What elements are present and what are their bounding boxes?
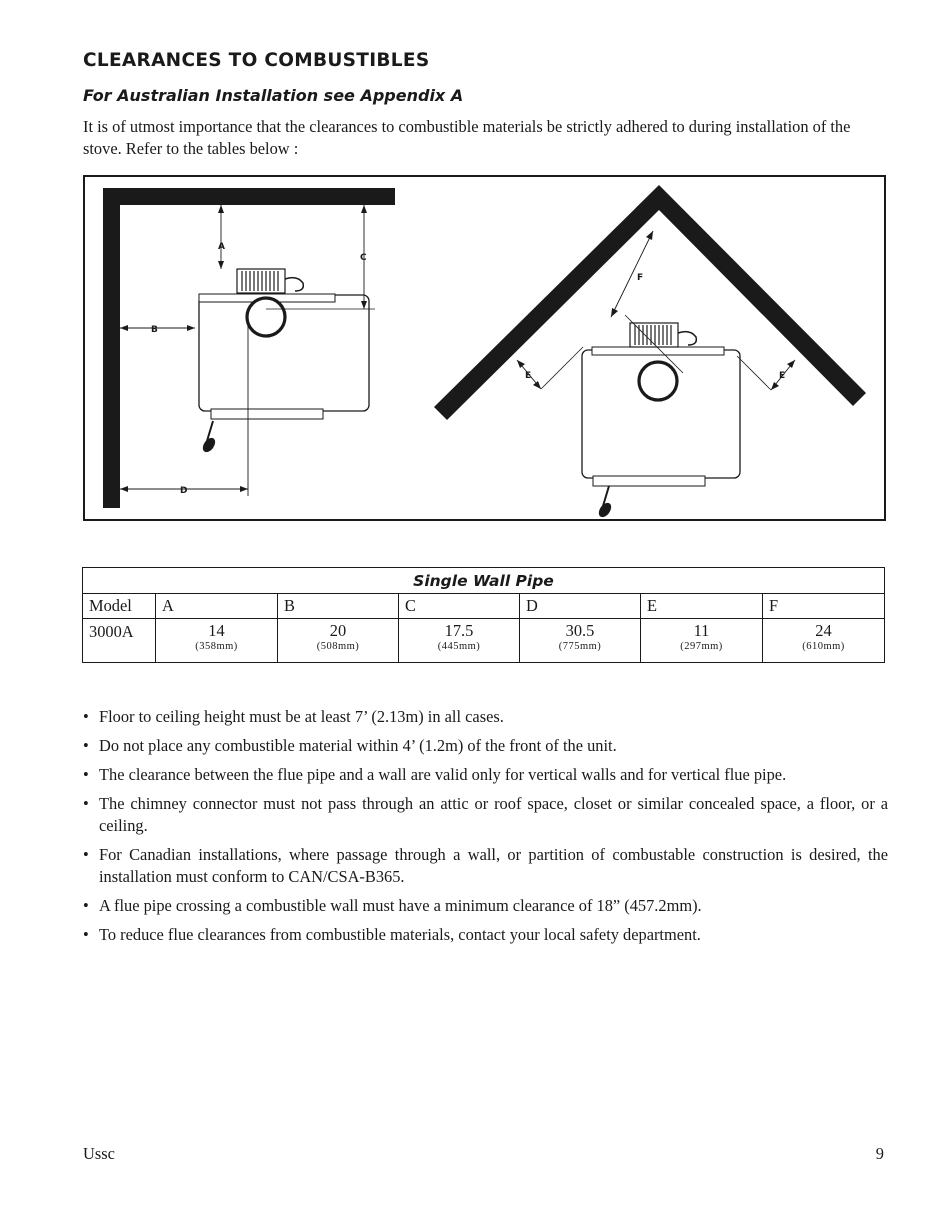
clearance-mm: (358mm) <box>195 641 238 652</box>
parallel-installation-figure <box>103 188 395 508</box>
footer-brand: Ussc <box>83 1144 115 1163</box>
list-item: • The clearance between the flue pipe and a wall are valid only for vertical walls and for vertical flue pipe. <box>83 764 888 786</box>
clearance-inches: 20 <box>329 621 347 640</box>
corner-stove-ashlip <box>593 476 705 486</box>
intro-paragraph: It is of utmost importance that the clearances to combustible materials be strictly adhered to during installation of the stove. Refer to the tables below : <box>83 117 851 158</box>
column-header: C <box>399 594 520 619</box>
clearance-inches: 30.5 <box>565 621 595 640</box>
column-header: D <box>520 594 641 619</box>
door-handle-knob <box>200 436 217 455</box>
shield-handle <box>285 278 303 291</box>
clearance-cell <box>278 619 399 663</box>
dim-label-f: F <box>637 273 644 283</box>
rear-wall <box>103 188 395 205</box>
list-item: • The chimney connector must not pass through an attic or roof space, closet or similar concealed space, a floor, or a ceiling. <box>83 793 888 837</box>
requirements-list <box>83 706 888 953</box>
side-wall <box>103 188 120 508</box>
column-header: E <box>641 594 763 619</box>
clearance-cell <box>520 619 641 663</box>
clearance-inches: 11 <box>693 621 710 640</box>
corner-door-handle-knob <box>596 501 613 519</box>
table-caption: Single Wall Pipe <box>83 568 885 594</box>
list-item: • A flue pipe crossing a combustible wall must have a minimum clearance of 18” (457.2mm). <box>83 895 888 917</box>
table-header-row <box>83 594 885 619</box>
model-cell: 3000A <box>83 619 156 663</box>
clearance-mm: (775mm) <box>558 641 602 652</box>
corner-flue-collar <box>639 362 677 400</box>
column-header: F <box>763 594 885 619</box>
corner-shield-handle <box>678 332 696 345</box>
dim-label-c: C <box>360 253 367 263</box>
dim-label-a: A <box>218 242 225 252</box>
list-item: • To reduce flue clearances from combustible materials, contact your local safety department. <box>83 924 888 946</box>
clearance-table <box>82 567 885 663</box>
clearance-diagram <box>83 175 886 521</box>
list-item: • For Canadian installations, where passage through a wall, or partition of combustable construction is desired, the installation must conform to CAN/CSA-B365. <box>83 844 888 888</box>
dim-label-d: D <box>180 486 188 496</box>
clearance-mm: (445mm) <box>437 641 481 652</box>
dim-label-e-right: E <box>779 371 786 381</box>
clearance-inches: 14 <box>208 621 225 640</box>
corner-installation-figure <box>434 185 866 519</box>
clearance-inches: 17.5 <box>444 621 474 640</box>
clearance-inches: 24 <box>815 621 832 640</box>
column-header: B <box>278 594 399 619</box>
dim-label-b: B <box>151 325 158 335</box>
page-title: CLEARANCES TO COMBUSTIBLES <box>83 50 430 71</box>
page-number: 9 <box>875 1144 884 1163</box>
appendix-note: For Australian Installation see Appendix A <box>83 86 464 105</box>
clearance-mm: (297mm) <box>680 641 723 652</box>
clearance-cell <box>156 619 278 663</box>
clearance-mm: (508mm) <box>316 641 360 652</box>
list-item: • Floor to ceiling height must be at least 7’ (2.13m) in all cases. <box>83 706 888 728</box>
stove-ashlip <box>211 409 323 419</box>
dim-label-e-left: E <box>525 371 532 381</box>
clearance-mm: (610mm) <box>802 641 845 652</box>
clearance-diagram-svg <box>85 177 884 519</box>
clearance-cell <box>641 619 763 663</box>
column-header: A <box>156 594 278 619</box>
clearance-cell <box>763 619 885 663</box>
list-item: • Do not place any combustible material within 4’ (1.2m) of the front of the unit. <box>83 735 888 757</box>
table-row <box>83 619 885 663</box>
column-header: Model <box>83 594 156 619</box>
clearance-cell <box>399 619 520 663</box>
flue-collar <box>247 298 285 336</box>
